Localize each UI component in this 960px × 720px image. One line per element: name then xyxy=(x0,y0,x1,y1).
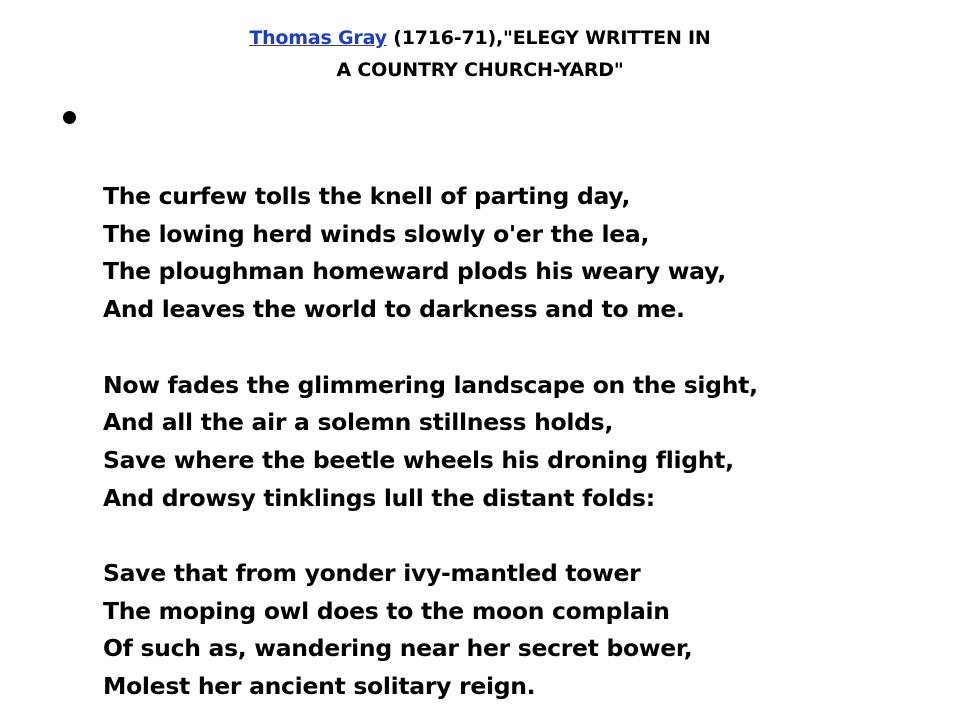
title-line-2: A COUNTRY CHURCH-YARD" xyxy=(336,59,624,81)
title-text: (1716-71),"ELEGY WRITTEN IN xyxy=(386,27,711,49)
poem-line: Save that from yonder ivy-mantled tower xyxy=(103,559,641,587)
poem-line: And drowsy tinklings lull the distant folds: xyxy=(103,483,655,512)
stanza xyxy=(103,178,943,329)
poem-line: The moping owl does to the moon complain xyxy=(103,596,670,625)
bullet-point xyxy=(63,111,76,124)
poem-line: The lowing herd winds slowly o'er the lea, xyxy=(103,219,650,248)
poem-line: Save where the beetle wheels his droning flight, xyxy=(103,445,734,474)
poem-line: And all the air a solemn stillness holds, xyxy=(103,408,613,437)
poem-line: The ploughman homeward plods his weary way, xyxy=(103,257,726,286)
poem-line: Now fades the glimmering landscape on the sight, xyxy=(103,370,758,399)
poem-line: Of such as, wandering near her secret bower, xyxy=(103,634,693,663)
stanza xyxy=(103,555,943,706)
poem-body xyxy=(103,178,943,706)
poem-line: Molest her ancient solitary reign. xyxy=(103,672,536,701)
author-link[interactable]: Thomas Gray xyxy=(249,27,387,49)
poem-line: The curfew tolls the knell of parting day, xyxy=(103,182,631,210)
poem-line: And leaves the world to darkness and to me. xyxy=(103,295,685,324)
page-title xyxy=(0,22,960,86)
stanza xyxy=(103,367,943,518)
